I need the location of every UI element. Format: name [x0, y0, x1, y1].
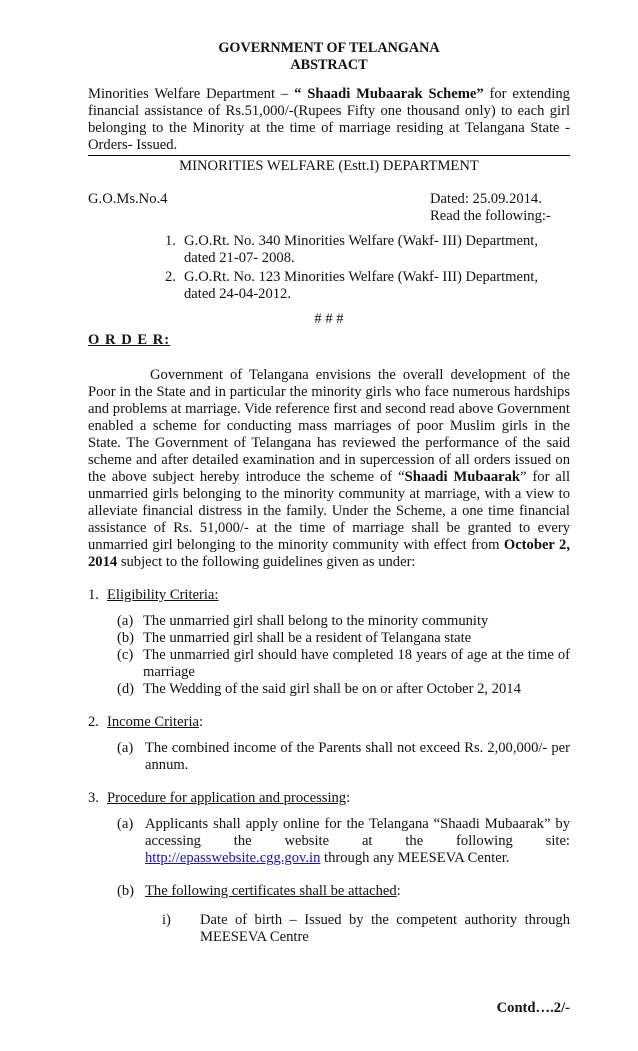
item-label: (b) — [117, 883, 135, 899]
list-item — [117, 647, 570, 681]
separator: # # # — [314, 311, 344, 327]
department-name: MINORITIES WELFARE (Estt.I) DEPARTMENT — [179, 158, 479, 174]
order-text-3: subject to the following guidelines given as under: — [117, 554, 416, 570]
section-number: 3. — [88, 790, 99, 806]
dated-block — [430, 191, 570, 225]
continued-marker: Contd….2/- — [496, 1000, 570, 1016]
item-label: (d) — [117, 681, 135, 697]
item-label: i) — [162, 912, 171, 928]
section-colon: : — [198, 714, 204, 730]
section-number: 2. — [88, 714, 99, 730]
income-list — [117, 740, 570, 774]
abstract-heading: ABSTRACT — [290, 57, 368, 73]
section-eligibility — [88, 587, 570, 604]
list-item — [117, 613, 570, 630]
epass-website-link[interactable]: http://epasswebsite.cgg.gov.in — [145, 850, 321, 866]
government-heading: GOVERNMENT OF TELANGANA — [218, 40, 440, 56]
item-text: The unmarried girl should have completed 18 years of age at the time of marriage — [143, 647, 570, 680]
section-number: 1. — [88, 587, 99, 603]
scheme-name: “ Shaadi Mubaarak Scheme” — [294, 86, 484, 102]
document-page — [88, 40, 570, 946]
list-item — [117, 740, 570, 774]
item-text-post: through any MEESEVA Center. — [320, 850, 510, 866]
order-text-1: Government of Telangana envisions the overall development of the Poor in the State and in particular the minority girls who face numerous hardships and problems at marriage. Vide reference first and second read above Government enabled a scheme for conducting mass marriages of poor Muslim girls in the State. The Government of Telangana has reviewed the performance of the said scheme and after detailed examination and in supercession of all orders issued on the above subject hereby introduce the scheme of “ — [88, 367, 570, 485]
read-following: Read the following:- — [430, 208, 551, 224]
section-title: Income Criteria — [107, 714, 199, 730]
order-bold-date: October 2, 2014 — [88, 537, 570, 570]
reference-text: G.O.Rt. No. 123 Minorities Welfare (Wakf- III) Department, dated 24-04-2012. — [184, 269, 539, 302]
go-date: Dated: 25.09.2014. — [430, 191, 542, 207]
divider-line — [88, 155, 570, 156]
reference-item — [165, 269, 570, 303]
list-item — [117, 630, 570, 647]
order-paragraph — [88, 367, 570, 571]
item-colon: : — [396, 883, 401, 899]
item-text: The unmarried girl shall belong to the minority community — [143, 613, 489, 629]
section-title: Eligibility Criteria: — [107, 587, 219, 603]
reference-text: G.O.Rt. No. 340 Minorities Welfare (Wakf- III) Department, dated 21-07- 2008. — [184, 233, 539, 266]
item-text: The unmarried girl shall be a resident of Telangana state — [143, 630, 472, 646]
item-label: (b) — [117, 630, 135, 646]
list-item — [117, 816, 570, 867]
item-title: The following certificates shall be attached — [145, 883, 397, 899]
reference-item — [165, 233, 570, 267]
section-colon: : — [346, 790, 351, 806]
abstract-pre: Minorities Welfare Department – — [88, 86, 295, 102]
item-text: Date of birth – Issued by the competent authority through MEESEVA Centre — [200, 912, 570, 945]
section-income — [88, 714, 570, 731]
item-label: (a) — [117, 740, 134, 756]
order-heading: O R D E R: — [88, 332, 171, 348]
item-text: Applicants shall apply online for the Telangana “Shaadi Mubaarak” by accessing the website at the following site: — [145, 816, 570, 849]
item-label: (a) — [117, 613, 134, 629]
order-bold-scheme: Shaadi Mubaarak — [404, 469, 521, 485]
go-number: G.O.Ms.No.4 — [88, 191, 168, 207]
item-text: The Wedding of the said girl shall be on or after October 2, 2014 — [143, 681, 521, 697]
item-label: (c) — [117, 647, 134, 663]
item-text: The combined income of the Parents shall not exceed Rs. 2,00,000/- per annum. — [145, 740, 570, 773]
abstract-post: for extending financial assistance of Rs.51,000/-(Rupees Fifty one thousand only) to each girl belonging to the Minority at the time of marriage residing at Telangana State - Orders- Issued. — [88, 86, 570, 153]
item-label: (a) — [117, 816, 134, 832]
list-item — [117, 883, 570, 900]
procedure-list — [117, 816, 570, 900]
certificate-item — [162, 912, 570, 946]
references-list — [165, 233, 570, 303]
abstract-text — [88, 86, 570, 154]
section-procedure — [88, 790, 570, 807]
reference-number: 1. — [165, 233, 176, 249]
eligibility-list — [117, 613, 570, 698]
list-item — [117, 681, 570, 698]
reference-number: 2. — [165, 269, 176, 285]
order-text-2: ” for all unmarried girls belonging to the minority community at marriage, with a view to alleviate financial distress in the family. Under the Scheme, a one time financial assistance of Rs. 51,000/- at the time of marriage shall be granted to every unmarried girl belonging to the minority community with effect from — [88, 469, 570, 553]
section-title: Procedure for application and processing — [107, 790, 347, 806]
go-row — [88, 191, 570, 225]
